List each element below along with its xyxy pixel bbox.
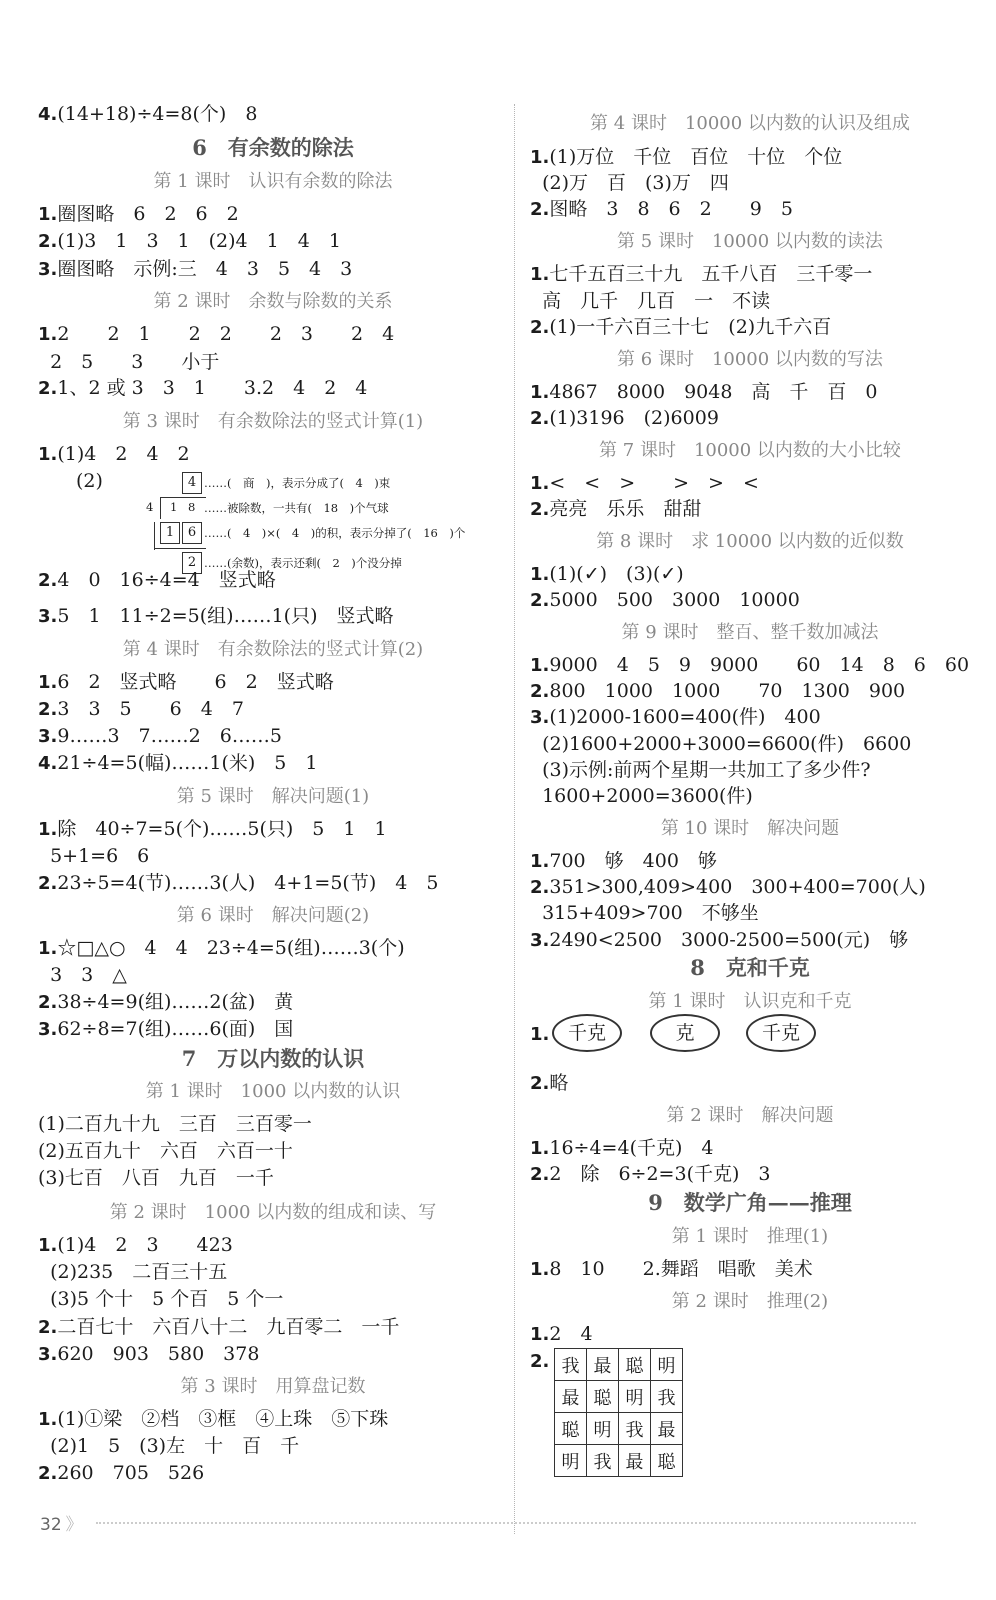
grid-cell: 明 [555, 1445, 587, 1477]
answer-text: 8 10 2.舞蹈 唱歌 美术 [549, 1258, 813, 1280]
question-number: 2. [38, 873, 58, 894]
answer-line [38, 1342, 259, 1367]
question-number: 2. [530, 199, 550, 220]
lesson-heading: 第 5 课时 10000 以内数的读法 [617, 231, 883, 252]
answer-text: 2 2 1 2 2 2 3 2 4 [57, 323, 395, 345]
answer-text: (1)二百九十九 三百 三百零一 [38, 1113, 312, 1135]
grid-cell: 我 [651, 1381, 683, 1413]
grid-cell: 最 [555, 1381, 587, 1413]
oval-answer-2: 克 [650, 1014, 720, 1052]
question-number: 2. [38, 570, 58, 591]
lesson-heading: 第 1 课时 认识克和千克 [648, 991, 852, 1012]
answer-line [530, 315, 831, 340]
question-number: 2. [530, 681, 550, 702]
answer-line [530, 849, 717, 874]
question-number: 2. [530, 590, 550, 611]
answer-line [530, 1071, 568, 1096]
answer-text: 21÷4=5(幅)……1(米) 5 1 [57, 752, 318, 774]
question-number: 1. [530, 851, 550, 872]
product-ones-box: 6 [182, 522, 202, 544]
dividend-tens: 1 [170, 500, 178, 514]
question-number: 1. [38, 1235, 58, 1256]
chevron-right-icon: 》 [65, 1515, 83, 1535]
answer-text: 6 2 竖式略 6 2 竖式略 [57, 671, 334, 693]
remainder-box: 2 [182, 552, 202, 574]
lesson-heading: 第 1 课时 认识有余数的除法 [153, 171, 393, 192]
question-number: 1. [38, 444, 58, 465]
answer-line [38, 990, 293, 1015]
answer-line [38, 1017, 293, 1042]
question-number: 2. [530, 499, 550, 520]
answer-line [530, 588, 800, 613]
answer-text: 高 几千 几百 一 不读 [530, 290, 771, 312]
grid-cell: 我 [619, 1413, 651, 1445]
answer-line [38, 724, 282, 749]
answer-line [530, 406, 719, 431]
lesson-heading: 第 4 课时 10000 以内数的认识及组成 [590, 113, 910, 134]
answer-text: 9000 4 5 9 9000 60 14 8 6 60 [549, 654, 970, 676]
answer-line [530, 679, 905, 704]
question-number: 1. [530, 1324, 550, 1345]
answer-text: (1)(✓) (3)(✓) [549, 563, 684, 585]
answer-line [530, 1022, 549, 1047]
answer-text: 2490<2500 3000-2500=500(元) 够 [549, 929, 909, 951]
answer-line [530, 1349, 549, 1374]
answer-text: 圈图略 6 2 6 2 [57, 203, 239, 225]
grid-cell: 我 [555, 1349, 587, 1381]
answer-line [38, 1461, 204, 1486]
question-number: 2. [38, 1317, 58, 1338]
answer-line [530, 171, 729, 195]
grid-cell: 明 [619, 1381, 651, 1413]
answer-text: 略 [549, 1072, 569, 1094]
answer-text: (1)4 2 3 423 [57, 1234, 233, 1256]
lesson-heading: 第 1 课时 1000 以内数的认识 [145, 1081, 401, 1102]
chapter-heading: 7 万以内数的认识 [181, 1046, 365, 1071]
answer-text: (3)示例:前两个星期一共加工了多少件? [530, 759, 871, 781]
answer-text: 圈图略 示例:三 4 3 5 4 3 [57, 258, 353, 280]
answer-line [38, 1260, 227, 1284]
reasoning-grid [554, 1348, 683, 1477]
question-number: 2. [530, 1073, 550, 1094]
chapter-heading: 6 有余数的除法 [192, 135, 354, 160]
oval-answer-1: 千克 [552, 1014, 622, 1052]
lesson-heading: 第 4 课时 有余数除法的竖式计算(2) [122, 639, 424, 660]
question-number: 1. [38, 1409, 58, 1430]
answer-text: ☆□△○ 4 4 23÷4=5(组)……3(个) [57, 937, 405, 959]
lesson-heading: 第 10 课时 解决问题 [660, 818, 840, 839]
page-footer [40, 1510, 83, 1535]
question-number: 1. [530, 382, 550, 403]
question-number: 2. [530, 408, 550, 429]
answer-line [530, 705, 821, 730]
answer-text: 3 3 △ [38, 964, 127, 986]
answer-text: 620 903 580 378 [57, 1343, 260, 1365]
answer-text: 4 0 16÷4=4 竖式略 [57, 569, 276, 591]
quotient-note: ……( 商 )，表示分成了( 4 )束 [204, 476, 391, 490]
answer-line [530, 497, 701, 522]
answer-text: < < > > > < [549, 472, 759, 494]
question-number: 1. [38, 938, 58, 959]
question-number: 2. [38, 1463, 58, 1484]
answer-text: 七千五百三十九 五千八百 三千零一 [549, 263, 873, 285]
answer-line [530, 289, 770, 313]
divisor: 4 [146, 500, 154, 514]
dividend-ones: 8 [188, 500, 196, 514]
grid-row [555, 1381, 683, 1413]
answer-text: 5+1=6 6 [38, 845, 150, 867]
question-number: 4. [38, 104, 58, 125]
answer-text: (1)4 2 4 2 [57, 443, 190, 465]
question-number: 2. [38, 378, 58, 399]
grid-row [555, 1413, 683, 1445]
question-number: 3. [530, 930, 550, 951]
answer-line [38, 1287, 283, 1311]
answer-line [530, 784, 753, 808]
question-number: 1. [530, 264, 550, 285]
question-number: 1. [530, 564, 550, 585]
answer-line [38, 102, 257, 127]
question-number: 3. [38, 726, 58, 747]
answer-text: (2)五百九十 六百 六百一十 [38, 1140, 293, 1162]
column-divider [514, 104, 515, 1534]
answer-line [38, 376, 367, 401]
grid-cell: 聪 [555, 1413, 587, 1445]
question-number: 1. [530, 1138, 550, 1159]
question-number: 1. [530, 1024, 550, 1045]
answer-text: 图略 3 8 6 2 9 5 [549, 198, 793, 220]
remainder-note: ……(余数)，表示还剩( 2 )个没分掉 [204, 556, 402, 570]
answer-line [530, 262, 872, 287]
grid-cell: 最 [651, 1413, 683, 1445]
question-number: 2. [530, 1351, 550, 1372]
lesson-heading: 第 3 课时 用算盘记数 [180, 1376, 366, 1397]
answer-line [530, 562, 684, 587]
grid-cell: 我 [587, 1445, 619, 1477]
answer-line [38, 350, 219, 374]
answer-text: 除 40÷7=5(个)……5(只) 5 1 1 [57, 818, 387, 840]
answer-text: 315+409>700 不够坐 [530, 902, 759, 924]
question-number: 4. [38, 753, 58, 774]
question-number: 3. [38, 259, 58, 280]
answer-text: 700 够 400 够 [549, 850, 717, 872]
answer-line [530, 1162, 770, 1187]
answer-text: 38÷4=9(组)……2(盆) 黄 [57, 991, 294, 1013]
answer-line [530, 380, 878, 405]
grid-cell: 聪 [587, 1381, 619, 1413]
grid-cell: 最 [619, 1445, 651, 1477]
chapter-heading: 9 数学广角——推理 [648, 1190, 852, 1215]
question-number: 3. [38, 1344, 58, 1365]
lesson-heading: 第 2 课时 余数与除数的关系 [153, 291, 393, 312]
question-number: 2. [38, 699, 58, 720]
answer-line [530, 471, 759, 496]
grid-cell: 明 [587, 1413, 619, 1445]
answer-text: 亮亮 乐乐 甜甜 [549, 498, 702, 520]
answer-text: (1)2000-1600=400(件) 400 [549, 706, 821, 728]
lesson-heading: 第 1 课时 推理(1) [671, 1226, 829, 1247]
answer-text: 9……3 7……2 6……5 [57, 725, 282, 747]
answer-line [38, 1434, 299, 1458]
answer-text: (1)①梁 ②档 ③框 ④上珠 ⑤下珠 [57, 1408, 389, 1430]
answer-text: (1)3196 (2)6009 [549, 407, 719, 429]
grid-cell: 聪 [619, 1349, 651, 1381]
footer-rule [96, 1522, 916, 1524]
answer-text: (3)5 个十 5 个百 5 个一 [38, 1288, 284, 1310]
lesson-heading: 第 2 课时 推理(2) [671, 1291, 829, 1312]
answer-text: (2)万 百 (3)万 四 [530, 172, 729, 194]
grid-row [555, 1349, 683, 1381]
answer-line [38, 697, 244, 722]
answer-line [38, 1233, 233, 1258]
question-number: 1. [530, 473, 550, 494]
answer-text: (14+18)÷4=8(个) 8 [57, 103, 258, 125]
answer-line [38, 568, 276, 593]
answer-line [38, 442, 190, 467]
answer-text: 1600+2000=3600(件) [530, 785, 753, 807]
question-number: 3. [38, 1019, 58, 1040]
answer-line [38, 1315, 399, 1340]
question-number: 2. [38, 231, 58, 252]
answer-line [38, 257, 352, 282]
answer-text: (1)3 1 3 1 (2)4 1 4 1 [57, 230, 341, 252]
answer-text: 2 4 [549, 1323, 593, 1345]
grid-cell: 聪 [651, 1445, 683, 1477]
question-number: 2. [530, 317, 550, 338]
answer-line [38, 1166, 274, 1190]
answer-line [38, 322, 394, 347]
question-number: 1. [38, 672, 58, 693]
answer-line [38, 1112, 312, 1136]
answer-text: 800 1000 1000 70 1300 900 [549, 680, 906, 702]
answer-text: 5000 500 3000 10000 [549, 589, 800, 611]
lesson-heading: 第 6 课时 解决问题(2) [176, 905, 370, 926]
dividend-note: ……被除数，一共有( 18 )个气球 [204, 501, 389, 515]
quotient-box: 4 [182, 472, 202, 494]
question-number: 2. [38, 992, 58, 1013]
lesson-heading: 第 9 课时 整百、整千数加减法 [621, 622, 879, 643]
page-number: 32 [40, 1515, 62, 1535]
grid-cell: 最 [587, 1349, 619, 1381]
answer-text: 351>300,409>400 300+400=700(人) [549, 876, 926, 898]
lesson-heading: 第 8 课时 求 10000 以内数的近似数 [596, 531, 904, 552]
answer-line [530, 901, 759, 925]
product-note: ……( 4 )×( 4 )的积，表示分掉了( 16 )个 [204, 526, 466, 540]
answer-text: 3 3 5 6 4 7 [57, 698, 244, 720]
answer-line [38, 229, 341, 254]
answer-line [530, 1136, 713, 1161]
lesson-heading: 第 2 课时 解决问题 [666, 1105, 834, 1126]
diagram-label: (2) [76, 470, 103, 492]
oval-answer-3: 千克 [746, 1014, 816, 1052]
answer-line [530, 1257, 813, 1282]
question-number: 1. [38, 819, 58, 840]
lesson-heading: 第 2 课时 1000 以内数的组成和读、写 [109, 1202, 437, 1223]
answer-text: 23÷5=4(节)……3(人) 4+1=5(节) 4 5 [57, 872, 439, 894]
chapter-heading: 8 克和千克 [690, 955, 810, 980]
answer-line [530, 928, 908, 953]
answer-text: 4867 8000 9048 高 千 百 0 [549, 381, 878, 403]
answer-line [530, 875, 926, 900]
answer-text: 二百七十 六百八十二 九百零二 一千 [57, 1316, 400, 1338]
grid-cell: 明 [651, 1349, 683, 1381]
answer-line [530, 653, 969, 678]
answer-line [530, 197, 793, 222]
lesson-heading: 第 5 课时 解决问题(1) [176, 786, 370, 807]
question-number: 1. [530, 1259, 550, 1280]
lesson-heading: 第 7 课时 10000 以内数的大小比较 [599, 440, 901, 461]
product-tens-box: 1 [160, 522, 180, 544]
answer-text: 16÷4=4(千克) 4 [549, 1137, 714, 1159]
question-number: 2. [530, 877, 550, 898]
question-number: 1. [38, 324, 58, 345]
lesson-heading: 第 6 课时 10000 以内数的写法 [617, 349, 883, 370]
answer-text: 62÷8=7(组)……6(面) 国 [57, 1018, 294, 1040]
answer-line [38, 202, 239, 227]
answer-line [38, 844, 149, 868]
answer-text: 5 1 11÷2=5(组)……1(只) 竖式略 [57, 605, 394, 627]
question-number: 1. [530, 147, 550, 168]
question-number: 3. [38, 606, 58, 627]
answer-line [530, 145, 842, 170]
grid-row [555, 1445, 683, 1477]
answer-line [38, 1407, 388, 1432]
question-number: 2. [530, 1164, 550, 1185]
answer-line [38, 871, 438, 896]
answer-text: 1、2 或 3 3 1 3.2 4 2 4 [57, 377, 368, 399]
answer-text: (2)1600+2000+3000=6600(件) 6600 [530, 733, 912, 755]
answer-text: (2)1 5 (3)左 十 百 千 [38, 1435, 300, 1457]
answer-line [38, 604, 393, 629]
answer-line [38, 936, 405, 961]
answer-text: 2 5 3 小于 [38, 351, 220, 373]
answer-text: (1)一千六百三十七 (2)九千六百 [549, 316, 832, 338]
answer-text: 260 705 526 [57, 1462, 205, 1484]
answer-line [38, 963, 127, 987]
answer-text: (2)235 二百三十五 [38, 1261, 228, 1283]
answer-line [38, 817, 387, 842]
lesson-heading: 第 3 课时 有余数除法的竖式计算(1) [122, 411, 424, 432]
answer-line [38, 751, 317, 776]
answer-text: (3)七百 八百 九百 一千 [38, 1167, 274, 1189]
answer-line [38, 670, 334, 695]
answer-line [530, 758, 871, 782]
question-number: 1. [38, 204, 58, 225]
answer-text: 2 除 6÷2=3(千克) 3 [549, 1163, 771, 1185]
answer-line [38, 1139, 293, 1163]
answer-text: (1)万位 千位 百位 十位 个位 [549, 146, 843, 168]
answer-line [530, 732, 911, 756]
answer-line [530, 1322, 593, 1347]
question-number: 1. [530, 655, 550, 676]
question-number: 3. [530, 707, 550, 728]
